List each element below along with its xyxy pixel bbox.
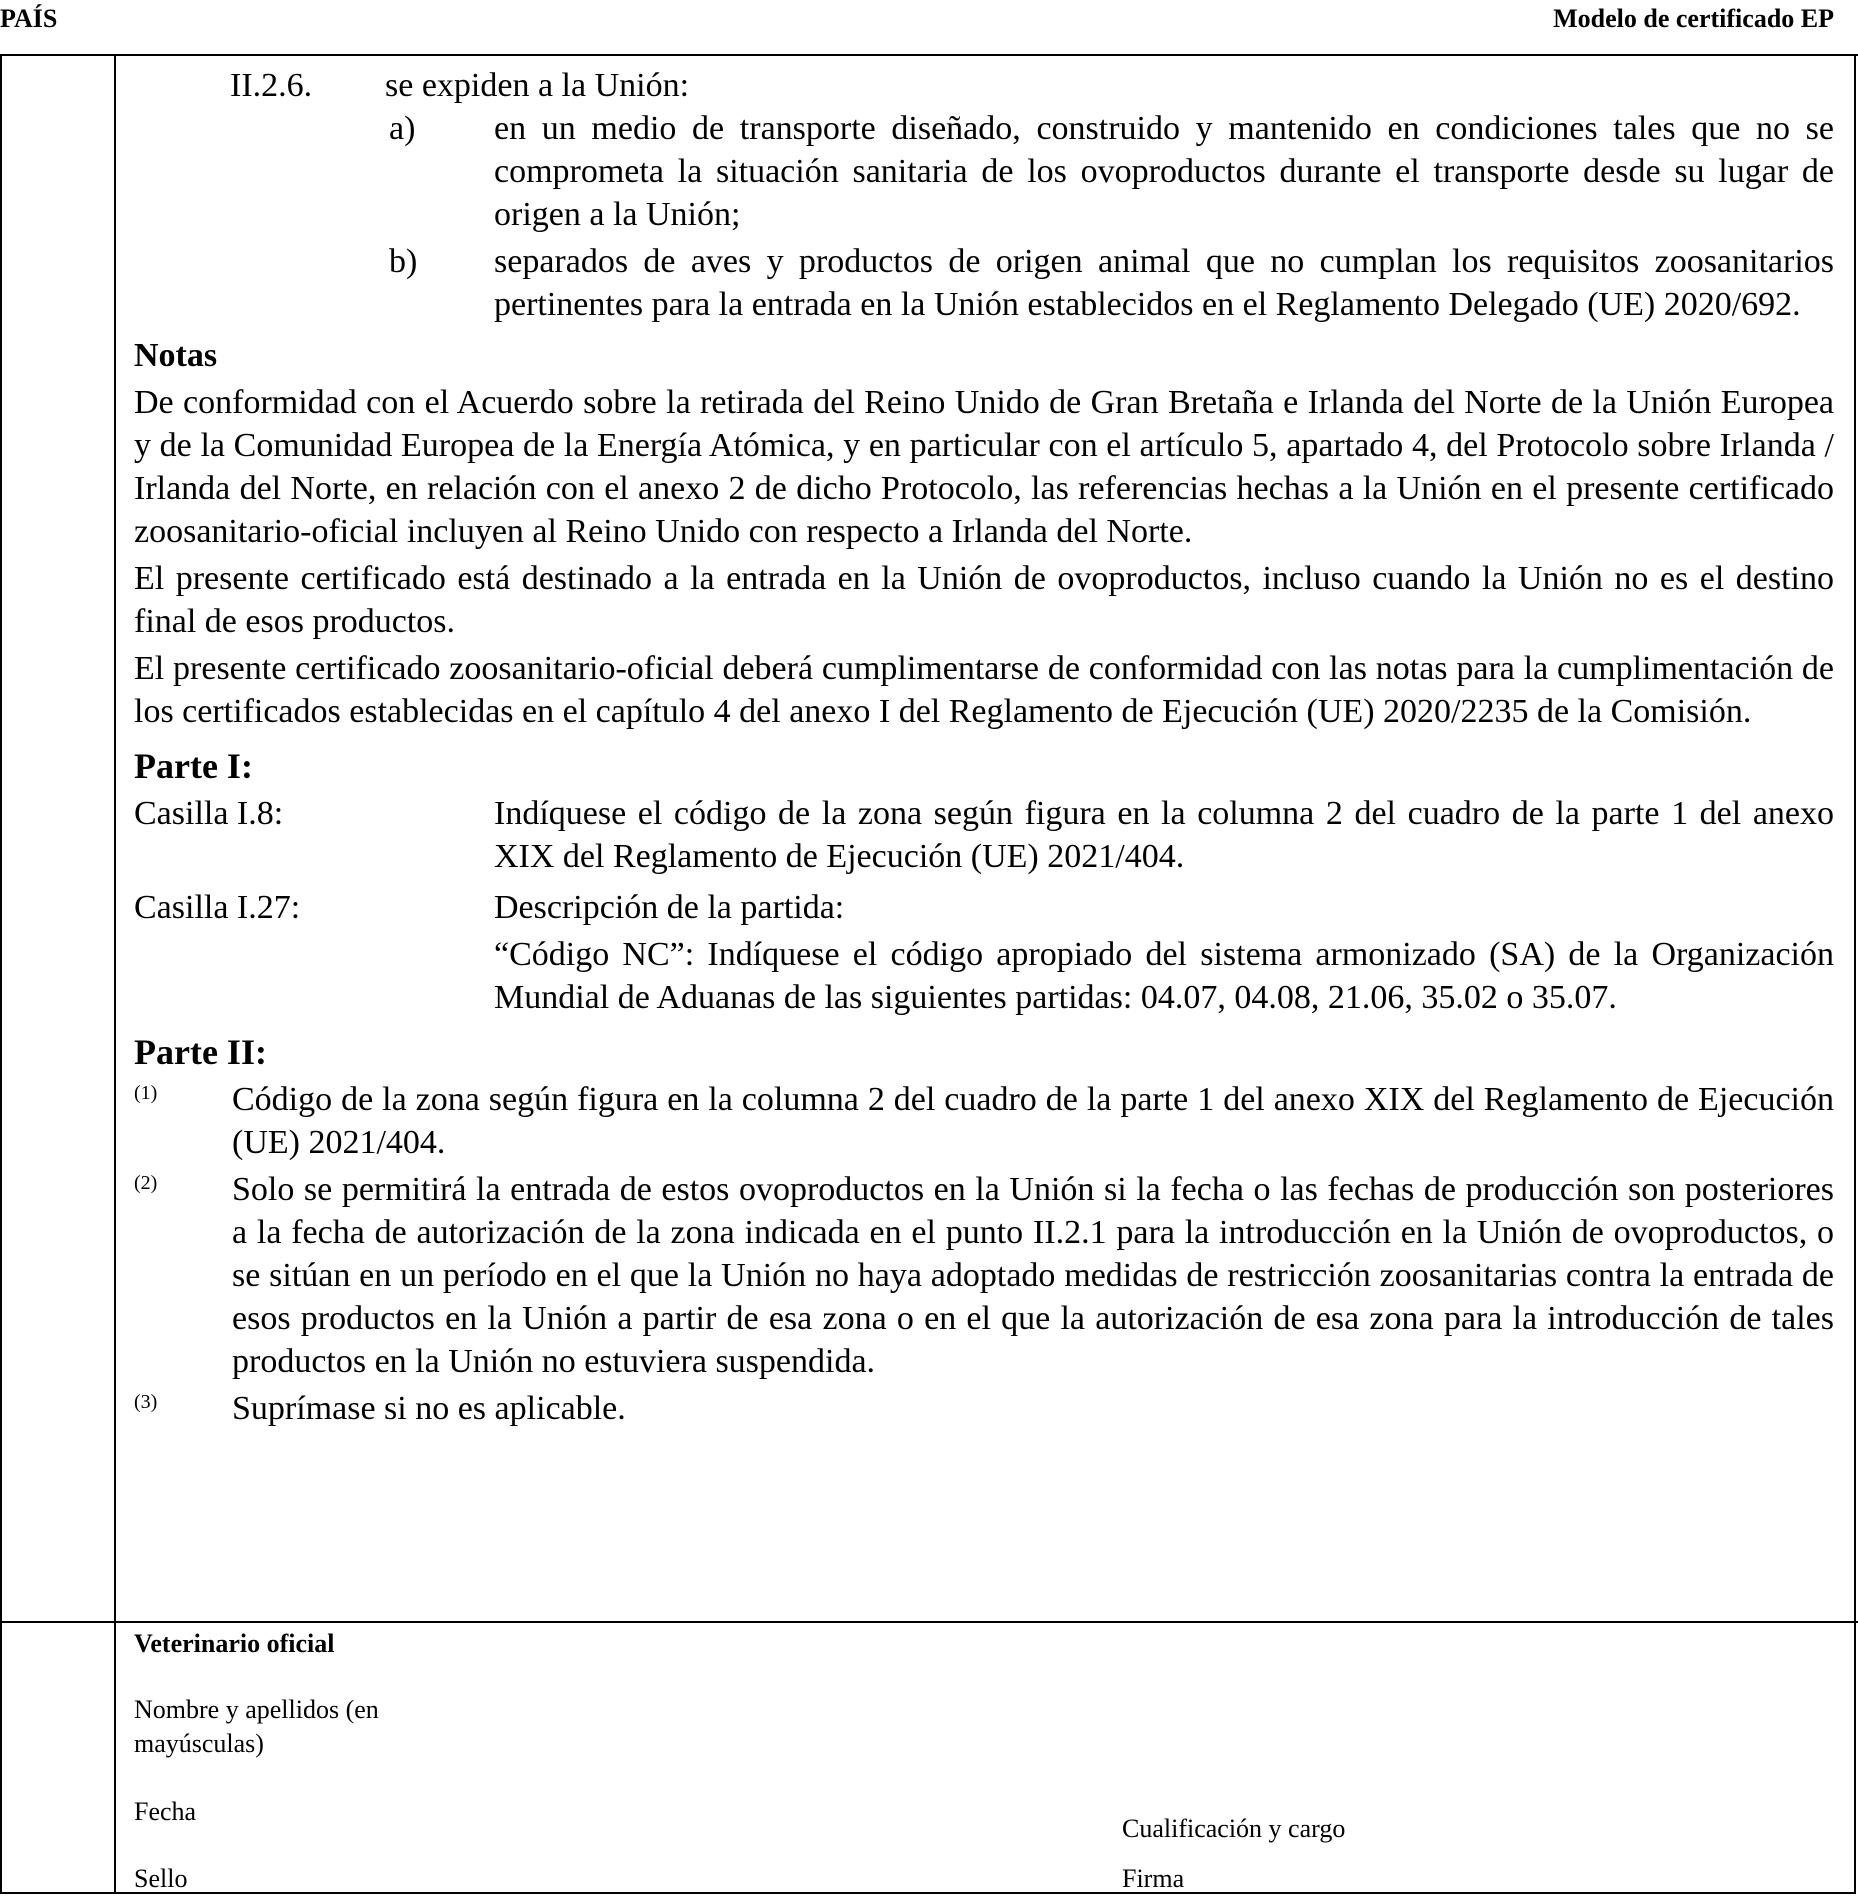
casilla-label: Casilla I.8: (134, 795, 284, 832)
footnote-mark: (2) (134, 1172, 158, 1194)
casilla-label: Casilla I.27: (134, 889, 301, 926)
footnote-text: Suprímase si no es aplicable. (232, 1390, 626, 1427)
casilla-text: “Código NC”: Indíquese el código apropiado del sistema armonizado (SA) de la Organización Mundial de Aduanas de las siguientes partidas: 04.07, 04.08, 21.06, 35.02 o 35.07. (494, 936, 1834, 1016)
item-label: b) (389, 243, 418, 280)
qualification-label: Cualificación y cargo (1122, 1814, 1346, 1843)
casilla-text: Descripción de la partida: (494, 889, 845, 926)
notas-paragraph: De conformidad con el Acuerdo sobre la retirada del Reino Unido de Gran Bretaña e Irlanda del Norte de la Unión Europea y de la Comunidad Europea de la Energía Atómica, y en particular con el artículo 5, apartado 4, del Protocolo sobre Irlanda / Irlanda del Norte, en relación con el anexo 2 de dicho Protocolo, las referencias hechas a la Unión en el presente certificado zoosanitario-oficial incluyen al Reino Unido con respecto a Irlanda del Norte. (134, 384, 1834, 550)
notas-paragraph: El presente certificado está destinado a la entrada en la Unión de ovoproductos, incluso cuando la Unión no es el destino final de esos productos. (134, 560, 1834, 640)
header-country: PAÍS (0, 4, 58, 33)
name-label: Nombre y apellidos (en mayúsculas) (134, 1695, 379, 1758)
left-column-rule (114, 54, 116, 1894)
section-item (389, 107, 1834, 236)
footnote-mark: (1) (134, 1082, 158, 1104)
stamp-label: Sello (134, 1864, 188, 1893)
section-number: II.2.6. (230, 67, 313, 104)
header-model: Modelo de certificado EP (1553, 4, 1834, 33)
casilla-row (134, 792, 1834, 878)
parte2-heading: Parte II: (134, 1032, 267, 1072)
footnote-mark: (3) (134, 1391, 158, 1413)
item-label: a) (389, 110, 416, 147)
section-item (389, 240, 1834, 326)
item-text: en un medio de transporte diseñado, construido y mantenido en condiciones tales que no se comprometa la situación sanitaria de los ovoproductos durante el transporte desde su lugar de origen a la Unión; (494, 110, 1834, 233)
section-text: se expiden a la Unión: (385, 67, 690, 104)
notas-paragraph: El presente certificado zoosanitario-oficial deberá cumplimentarse de conformidad con las notas para la cumplimentación de los certificados establecidas en el capítulo 4 del anexo I del Reglamento de Ejecución (UE) 2020/2235 de la Comisión. (134, 650, 1834, 730)
footnote (134, 1387, 1834, 1430)
signature-divider (0, 1621, 1858, 1623)
casilla-text: Indíquese el código de la zona según figura en la columna 2 del cuadro de la parte 1 del anexo XIX del Reglamento de Ejecución (UE) 2021/404. (494, 795, 1834, 875)
signature-title: Veterinario oficial (134, 1629, 335, 1658)
footnote (134, 1078, 1834, 1164)
item-text: separados de aves y productos de origen animal que no cumplan los requisitos zoosanitarios pertinentes para la entrada en la Unión establecidos en el Reglamento Delegado (UE) 2020/692. (494, 243, 1834, 323)
parte1-heading: Parte I: (134, 746, 253, 786)
footnote-text: Código de la zona según figura en la columna 2 del cuadro de la parte 1 del anexo XIX del Reglamento de Ejecución (UE) 2021/404. (232, 1081, 1834, 1161)
date-label: Fecha (134, 1797, 197, 1826)
certificate-body (134, 64, 1834, 1430)
footnote-text: Solo se permitirá la entrada de estos ovoproductos en la Unión si la fecha o las fechas de producción son posteriores a la fecha de autorización de la zona indicada en el punto II.2.1 para la introducción en la Unión de ovoproductos, o se sitúan en un período en el que la Unión no haya adoptado medidas de restricción zoosanitarias contra la entrada de esos productos en la Unión a partir de esa zona o en el que la autorización de esa zona para la introducción de tales productos en la Unión no estuviera suspendida. (232, 1171, 1834, 1380)
section-row (230, 64, 1834, 107)
casilla-text-block (494, 886, 1834, 1019)
footnote (134, 1168, 1834, 1383)
casilla-row (134, 886, 1834, 1019)
notas-heading: Notas (134, 337, 218, 374)
signature-label: Firma (1122, 1864, 1185, 1893)
